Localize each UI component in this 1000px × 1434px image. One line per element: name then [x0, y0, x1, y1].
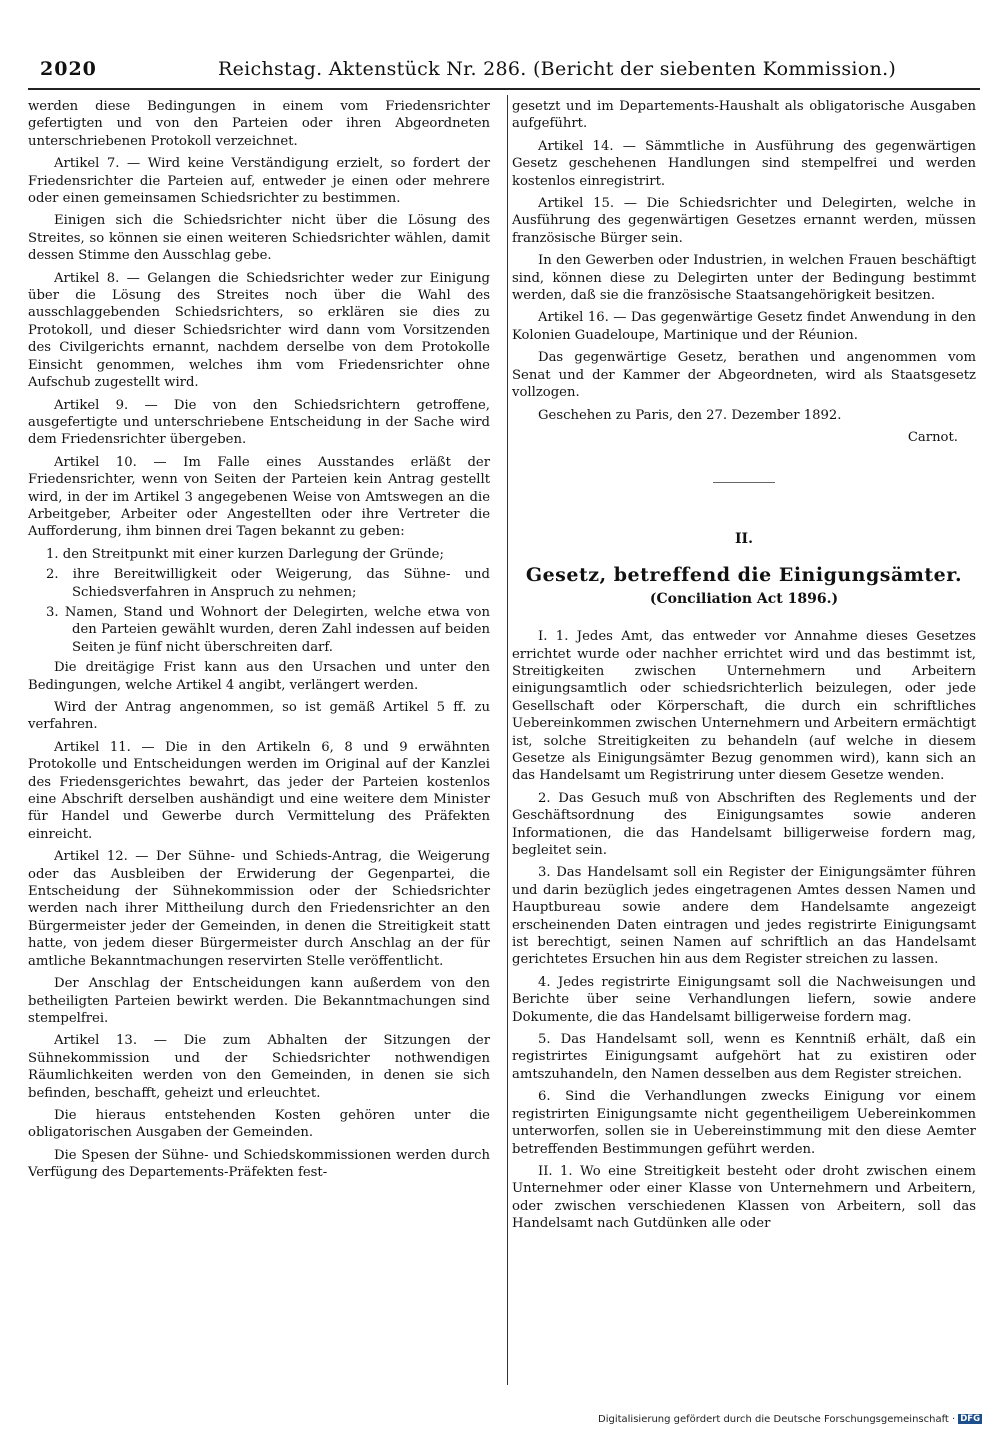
paragraph: gesetzt und im Departements-Haushalt als obligatorische Ausgaben aufgeführt.	[512, 99, 976, 132]
dfg-logo: DFG	[960, 1414, 981, 1424]
paragraph: Die dreitägige Frist kann aus den Ursachen und unter den Bedingungen, welche Artikel 4 angibt, verlängert werden.	[28, 660, 490, 693]
page-number: 2020	[40, 58, 97, 80]
paragraph: 2. Das Gesuch muß von Abschriften des Reglements und der Geschäftsordnung des Einigungsamtes sowie anderen Informationen, die das Handelsamt billigerweise fordern mag, begleitet sein.	[512, 790, 976, 858]
paragraph: Artikel 15. — Die Schiedsrichter und Delegirten, welche in Ausführung des gegenwärtigen Gesetzes ernannt werden, müssen französische Bürger sein.	[512, 196, 976, 246]
section-divider	[713, 482, 775, 483]
paragraph: Artikel 7. — Wird keine Verständigung erzielt, so fordert der Friedensrichter die Parteien auf, entweder je einen oder mehrere oder einen gemeinsamen Schiedsrichter zu bestimmen.	[28, 156, 490, 207]
paragraph: 4. Jedes registrirte Einigungsamt soll die Nachweisungen und Berichte über seine Verhandlungen liefern, sowie andere Dokumente, die das Handelsamt billigerweise fordern mag.	[512, 974, 976, 1025]
section-title: Gesetz, betreffend die Einigungsämter.	[525, 563, 963, 586]
right-column	[512, 98, 976, 1238]
paragraph: Artikel 13. — Die zum Abhalten der Sitzungen der Sühnekommission und der Schiedsrichter nothwendigen Räumlichkeiten werden von den Gemeinden, in denen sie sich befinden, beschafft, geheizt und erleuchtet.	[28, 1033, 490, 1101]
paragraph: Artikel 16. — Das gegenwärtige Gesetz findet Anwendung in den Kolonien Guadeloupe, Martinique und der Réunion.	[512, 310, 976, 343]
paragraph: Wird der Antrag angenommen, so ist gemäß Artikel 5 ff. zu verfahren.	[28, 700, 490, 733]
right-column-bottom	[512, 628, 976, 1232]
page-header	[40, 58, 980, 88]
paragraph: 3. Das Handelsamt soll ein Register der Einigungsämter führen und darin bezüglich jedes eingetragenen Amtes dessen Namen und Hauptbureau sowie andere dem Handelsamte angezeigt erscheinenden Daten eintragen und jedes registrirte Einigungsamt ist berechtigt, seinen Namen auf schriftlich an das Handelsamt gerichtetes Ersuchen hin aus dem Register streichen zu lassen.	[512, 865, 976, 968]
column-divider	[507, 95, 508, 1385]
paragraph: II. 1. Wo eine Streitigkeit besteht oder droht zwischen einem Unternehmer oder einer Klasse von Unternehmern und Arbeitern, oder zwischen verschiedenen Klassen von Arbeitern, soll das Handelsamt nach Gutdünken alle oder	[512, 1163, 976, 1232]
running-title: Reichstag. Aktenstück Nr. 286. (Bericht der siebenten Kommission.)	[218, 58, 897, 80]
paragraph: Artikel 11. — Die in den Artikeln 6, 8 und 9 erwähnten Protokolle und Entscheidungen werden im Original auf der Kanzlei des Friedensgerichtes bewahrt, das jeder der Parteien kostenlos eine Abschrift derselben aushändigt und eine weitere dem Minister für Handel und Gewerbe durch Vermittelung des Präfekten einreicht.	[28, 739, 490, 842]
paragraph: Artikel 8. — Gelangen die Schiedsrichter weder zur Einigung über die Lösung des Streites noch über die Wahl des ausschlaggebenden Schiedsrichters, so erklären sie dies zu Protokoll, und dieser Schiedsrichter wird dann vom Vorsitzenden des Civilgerichts ernannt, nachdem derselbe von dem Protokolle Einsicht genommen, welches ihm vom Friedensrichter ohne Aufschub zugestellt wird.	[28, 270, 490, 391]
paragraph: Artikel 14. — Sämmtliche in Ausführung des gegenwärtigen Gesetz geschehenen Handlungen sind stempelfrei und werden kostenlos einregistrirt.	[512, 138, 976, 189]
section-number: II.	[735, 531, 753, 548]
list-item: 1. den Streitpunkt mit einer kurzen Darlegung der Gründe;	[46, 546, 444, 562]
paragraph: In den Gewerben oder Industrien, in welchen Frauen beschäftigt sind, können diese zu Delegirten unter der Bedingung bestimmt werden, daß sie die französische Staatsangehörigkeit besitzen.	[512, 253, 976, 304]
left-column	[28, 98, 490, 1187]
paragraph: Die hieraus entstehenden Kosten gehören unter die obligatorischen Ausgaben der Gemeinden.	[28, 1107, 490, 1141]
paragraph: 6. Sind die Verhandlungen zwecks Einigung vor einem registrirten Einigungsamte nicht gegentheiligem Uebereinkommen unterworfen, sollen sie in Uebereinstimmung mit den diese Aemter betreffenden Bestimmungen geführt werden.	[512, 1089, 976, 1157]
footer	[598, 1414, 982, 1425]
paragraph: Die Spesen der Sühne- und Schiedskommissionen werden durch Verfügung des Departements-Präfekten fest-	[28, 1147, 490, 1181]
signature: Carnot.	[907, 429, 958, 445]
footer-text: Digitalisierung gefördert durch die Deutsche Forschungsgemeinschaft ·	[598, 1414, 956, 1425]
paragraph: Artikel 12. — Der Sühne- und Schieds-Antrag, die Weigerung oder das Ausbleiben der Erwiderung der Gegenpartei, die Entscheidung der Sühnekommission oder der Schiedsrichter werden nach ihrer Mittheilung durch den Friedensrichter an den Bürgermeister jeder der Gemeinden, in denen die Streitigkeit statt hatte, von jedem dieser Bürgermeister durch Anschlag an der für amtliche Bekanntmachungen reservirten Stelle veröffentlicht.	[28, 849, 490, 969]
paragraph: Artikel 9. — Die von den Schiedsrichtern getroffene, ausgefertigte und unterschriebene Entscheidung in der Sache wird dem Friedensrichter übergeben.	[28, 397, 490, 448]
list-item: 2. ihre Bereitwilligkeit oder Weigerung, das Sühne- und Schiedsverfahren in Anspruch zu nehmen;	[46, 567, 490, 600]
paragraph: Geschehen zu Paris, den 27. Dezember 1892.	[538, 407, 842, 423]
list-item: 3. Namen, Stand und Wohnort der Delegirten, welche etwa von den Parteien gewählt wurden, deren Zahl indessen auf beiden Seiten je fünf nicht überschreiten darf.	[46, 604, 490, 655]
section-subtitle: (Conciliation Act 1896.)	[649, 590, 839, 607]
paragraph: Das gegenwärtige Gesetz, berathen und angenommen vom Senat und der Kammer der Abgeordneten, wird als Staatsgesetz vollzogen.	[512, 350, 976, 401]
right-column-top	[512, 98, 976, 424]
header-rule	[28, 88, 980, 90]
paragraph: 5. Das Handelsamt soll, wenn es Kenntniß erhält, daß ein registrirtes Einigungsamt aufgehört hat zu existiren oder amtszuhandeln, den Namen desselben aus dem Register streichen.	[512, 1032, 976, 1082]
paragraph: I. 1. Jedes Amt, das entweder vor Annahme dieses Gesetzes errichtet wurde oder nachher errichtet wird und das bestimmt ist, Streitigkeiten zwischen Unternehmern und Arbeitern einigungsamtlich oder schiedsrichterlich beizulegen, oder jede Gesellschaft oder Körperschaft, die durch ein schriftliches Uebereinkommen zwischen Unternehmern und Arbeitern ermächtigt ist, solche Streitigkeiten zu behandeln (auf welche in diesem Gesetze als Einigungsämter Bezug genommen wird), kann sich an das Handelsamt um Registrirung unter diesem Gesetze wenden.	[512, 629, 976, 784]
paragraph: Artikel 10. — Im Falle eines Ausstandes erläßt der Friedensrichter, wenn von Seiten der Parteien kein Antrag gestellt wird, in der im Artikel 3 angegebenen Weise von Amtswegen an die Arbeitgeber, Arbeiter oder Angestellten oder ihre Vertreter die Aufforderung, ihm binnen drei Tagen bekannt zu geben:	[28, 454, 490, 540]
paragraph: Der Anschlag der Entscheidungen kann außerdem von den betheiligten Parteien bewirkt werden. Die Bekanntmachungen sind stempelfrei.	[28, 976, 490, 1026]
paragraph: werden diese Bedingungen in einem vom Friedensrichter gefertigten und von den Parteien oder ihren Abgeordneten unterschriebenen Protokoll verzeichnet.	[28, 99, 490, 149]
paragraph: Einigen sich die Schiedsrichter nicht über die Lösung des Streites, so können sie einen weiteren Schiedsrichter wählen, damit dessen Stimme den Ausschlag gebe.	[28, 213, 490, 264]
